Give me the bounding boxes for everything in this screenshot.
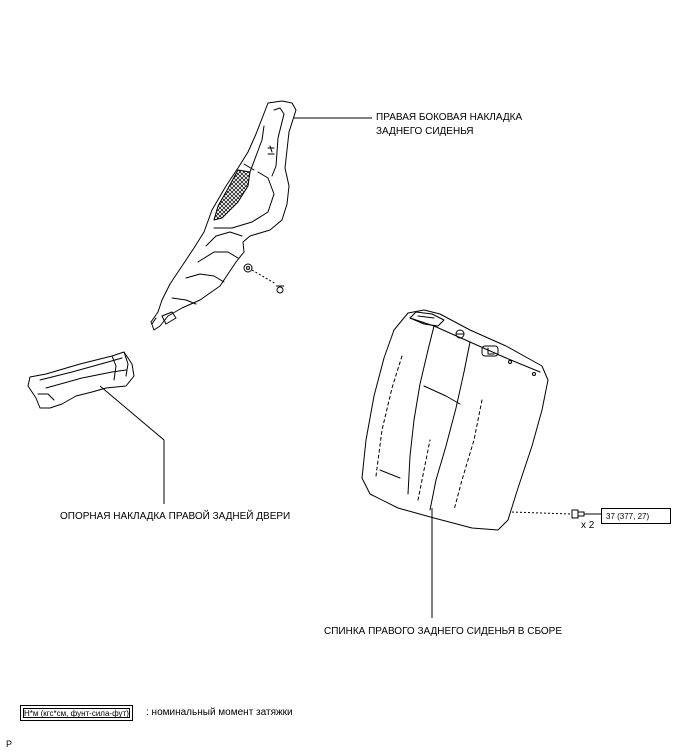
clip-icon — [252, 270, 284, 293]
leader-lines — [100, 118, 432, 618]
rear-seat-side-cover-label-line1: ПРАВАЯ БОКОВАЯ НАКЛАДКА — [376, 112, 523, 123]
bolt-icon — [512, 510, 601, 518]
rear-door-scuff-plate-label: ОПОРНАЯ НАКЛАДКА ПРАВОЙ ЗАДНЕЙ ДВЕРИ — [60, 511, 291, 522]
torque-spec-box: 37 (377, 27) — [601, 508, 671, 524]
rear-seat-side-cover-label — [376, 111, 522, 139]
rear-seat-side-cover — [151, 101, 296, 330]
legend-unit-box: Н*м (кгс*см, фунт-сила-фут) — [20, 705, 133, 721]
rear-seat-side-cover-label-line2: ЗАДНЕГО СИДЕНЬЯ — [376, 126, 474, 137]
rear-seatback-assembly — [362, 310, 548, 530]
rear-door-scuff-plate — [28, 352, 134, 408]
bolt-quantity: x 2 — [581, 520, 595, 531]
legend-description: : номинальный момент затяжки — [146, 707, 293, 718]
rear-seatback-assembly-label: СПИНКА ПРАВОГО ЗАДНЕГО СИДЕНЬЯ В СБОРЕ — [324, 626, 563, 637]
corner-mark: P — [6, 739, 13, 749]
